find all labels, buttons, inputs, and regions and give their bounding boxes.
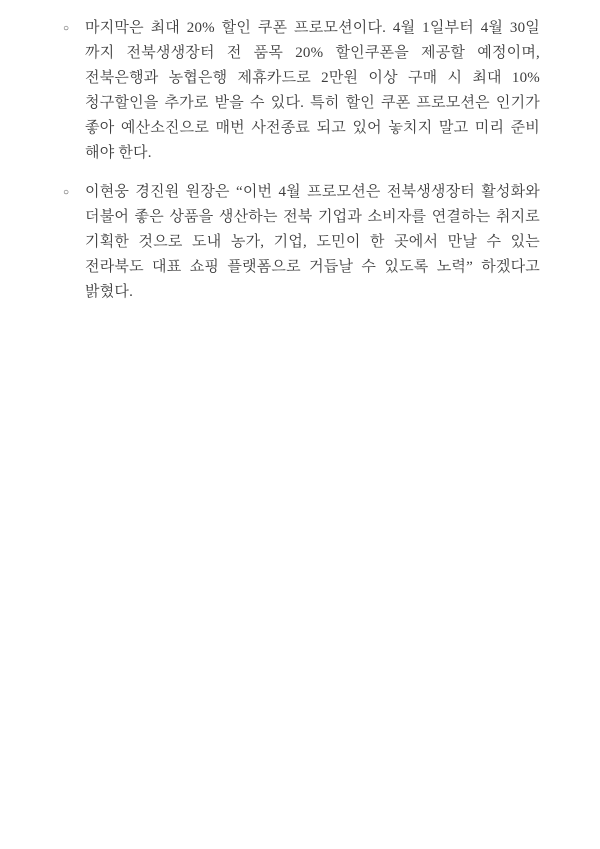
bullet-paragraph — [63, 180, 540, 305]
text-line: 이현웅 경진원 원장은 “이번 4월 프로모션은 전북생생장터 활성화와 — [85, 184, 540, 200]
text-line: 더불어 좋은 상품을 생산하는 전북 기업과 소비자를 연결하는 취지로 — [85, 209, 540, 225]
bullet-marker-icon: ○ — [63, 187, 70, 198]
text-line: 전북은행과 농협은행 제휴카드로 2만원 이상 구매 시 최대 10% — [85, 70, 540, 86]
bullet-marker-icon: ○ — [63, 23, 70, 34]
text-line: 청구할인을 추가로 받을 수 있다. 특히 할인 쿠폰 프로모션은 인기가 — [85, 95, 540, 111]
paragraph-lines — [85, 180, 540, 305]
bullet-paragraph — [63, 16, 540, 166]
paragraph-lines — [85, 16, 540, 166]
text-line: 기획한 것으로 도내 농가, 기업, 도민이 한 곳에서 만날 수 있는 — [85, 234, 540, 250]
paragraph-list — [63, 16, 540, 305]
text-line: 까지 전북생생장터 전 품목 20% 할인쿠폰을 제공할 예정이며, — [85, 45, 540, 61]
text-line: 전라북도 대표 쇼핑 플랫폼으로 거듭날 수 있도록 노력” 하겠다고 — [85, 259, 540, 275]
text-line: 좋아 예산소진으로 매번 사전종료 되고 있어 놓치지 말고 미리 준비 — [85, 120, 540, 136]
text-line: 밝혔다. — [85, 284, 134, 300]
text-line: 마지막은 최대 20% 할인 쿠폰 프로모션이다. 4월 1일부터 4월 30일 — [85, 20, 540, 36]
text-line: 해야 한다. — [85, 145, 152, 161]
